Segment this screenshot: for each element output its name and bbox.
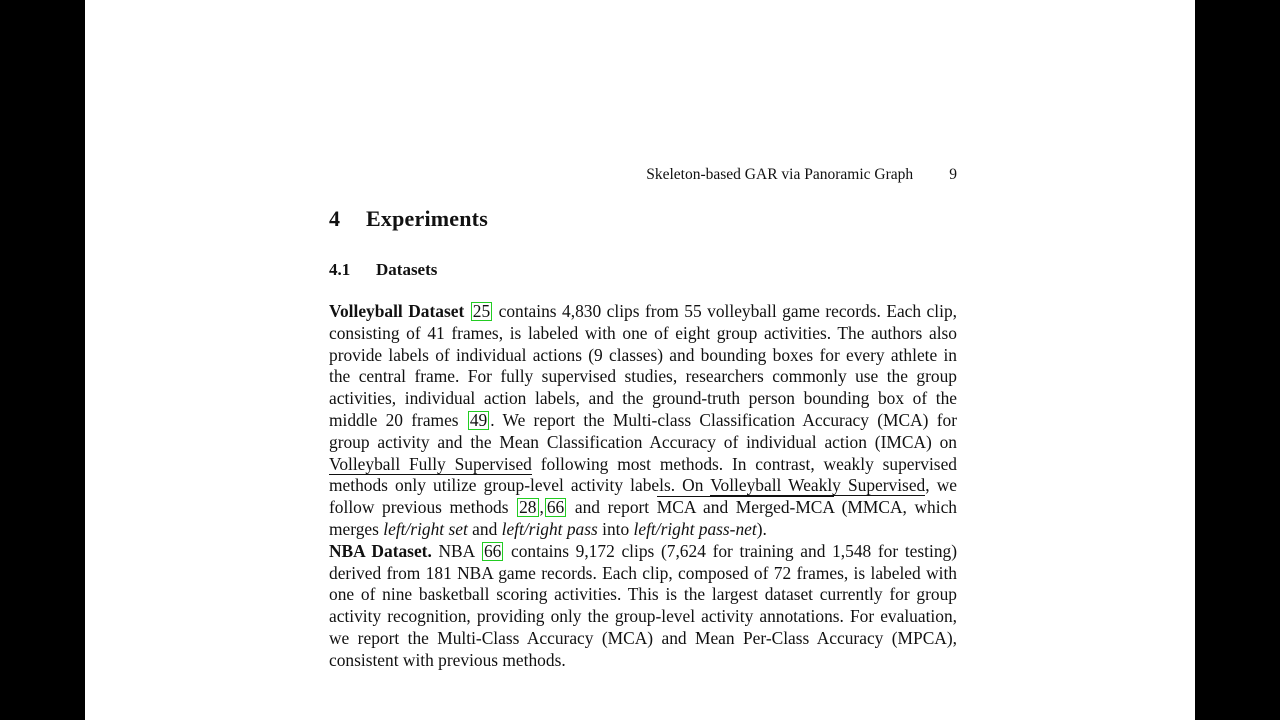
nba-heading: NBA Dataset. [329, 540, 432, 561]
paragraph-text: , we follow previous methods [329, 475, 957, 518]
paragraph-text: . We report the Multi-class Classification Accuracy (MCA) for group activity and the Mean Classification Accuracy of individual action (IMCA) on [329, 409, 957, 452]
volleyball-heading: Volleyball Dataset [329, 301, 465, 321]
running-title: Skeleton-based GAR via Panoramic Graph [646, 166, 914, 183]
page-number: 9 [949, 166, 957, 183]
overlined-term: MCA and Merged-MCA [656, 497, 835, 518]
paragraph-text: contains 4,830 clips from 55 volleyball game records. Each clip, consisting of 41 frames, is labeled with one of eight group activities. The authors also provide labels of individual actions (9 classes) and bounding boxes for every athlete in the central frame. For fully supervised studies, researchers commonly use the group activities, individual action labels, and the ground-truth person bounding box of the middle 20 frames [329, 301, 957, 430]
paragraph-text: (MMCA, which merges [329, 497, 957, 539]
paragraph-text: following most methods. In contrast, weakly supervised methods only utilize group-level activity labels. On [329, 453, 957, 496]
body-text [329, 301, 957, 672]
section-heading [329, 206, 488, 232]
paragraph-text: ). [756, 518, 767, 539]
underlined-term: Volleyball Weakly Supervised [710, 475, 926, 496]
underlined-term: Volleyball Fully Supervised [329, 453, 532, 474]
subsection-heading [329, 260, 437, 280]
paragraph-text: into [597, 518, 634, 539]
section-number: 4 [329, 206, 341, 231]
subsection-number: 4.1 [329, 260, 351, 279]
citation-link[interactable]: 28 [519, 497, 537, 518]
citation-link[interactable]: 66 [546, 497, 565, 518]
running-header [329, 166, 957, 184]
citation-link[interactable]: 25 [472, 301, 491, 321]
subsection-title: Datasets [376, 260, 438, 279]
citation-link[interactable]: 66 [483, 540, 502, 561]
paragraph-text: and [467, 518, 502, 539]
volleyball-paragraph [329, 301, 957, 541]
pdf-page [85, 0, 1195, 720]
italic-term: left/right pass [501, 518, 598, 539]
citation-separator: , [539, 497, 544, 518]
section-title: Experiments [366, 206, 488, 231]
nba-paragraph [329, 541, 957, 672]
paragraph-text: and report [567, 497, 657, 518]
citation-link[interactable]: 49 [469, 409, 488, 430]
italic-term: left/right set [383, 518, 468, 539]
italic-term: left/right pass-net [633, 518, 757, 539]
paragraph-text: contains 9,172 clips (7,624 for training and 1,548 for testing) derived from 181 NBA game records. Each clip, composed of 72 frames, is labeled with one of nine basketball scoring activities. This is the largest dataset currently for group activity recognition, providing only the group-level activity annotations. For evaluation, we report the Multi-Class Accuracy (MCA) and Mean Per-Class Accuracy (MPCA), consistent with previous methods. [329, 540, 958, 670]
paragraph-text: NBA [431, 540, 481, 561]
